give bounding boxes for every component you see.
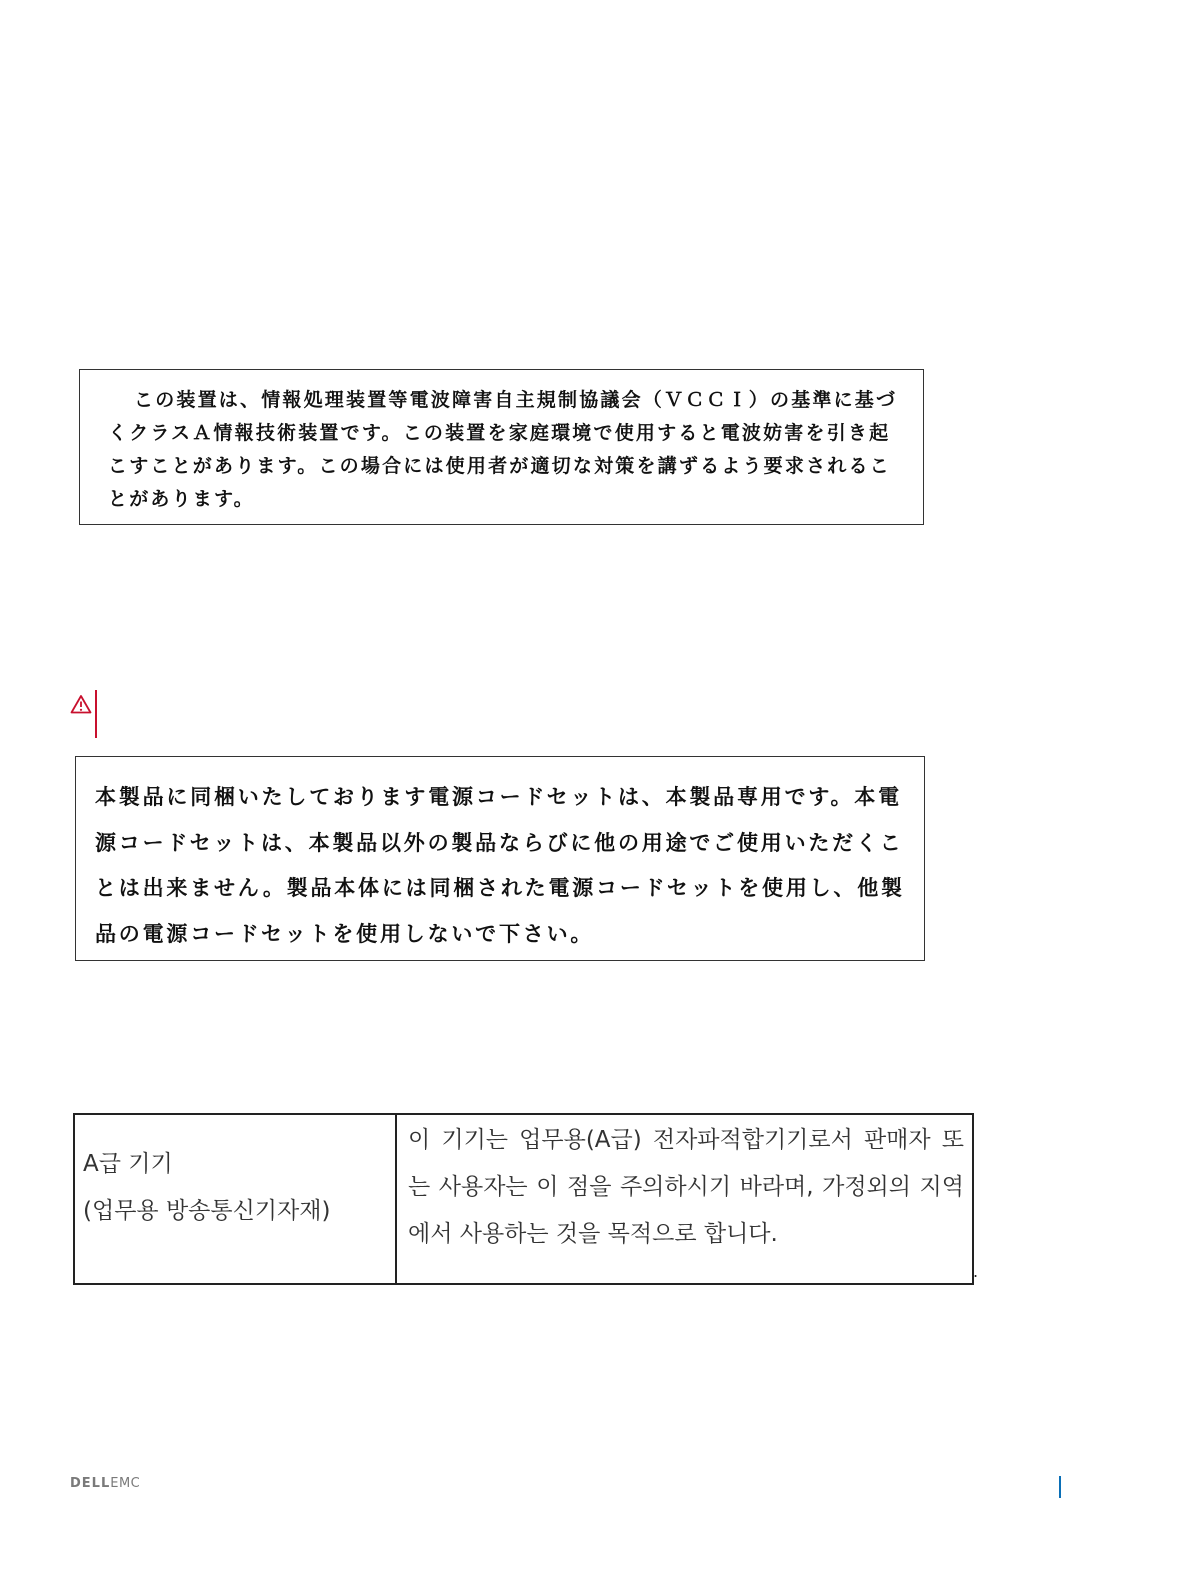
dell-emc-logo — [70, 1476, 140, 1491]
kcc-class-label: A급 기기 — [83, 1151, 173, 1177]
power-cord-notice-box — [75, 756, 925, 961]
kcc-description-text: 이 기기는 업무용(A급) 전자파적합기기로서 판매자 또는 사용자는 이 점을 주의하시기 바라며, 가정외의 지역에서 사용하는 것을 목적으로 합니다. — [408, 1127, 964, 1247]
caution-rule — [95, 690, 97, 738]
kcc-class-cell — [75, 1115, 397, 1283]
vcci-notice-box — [79, 369, 924, 525]
power-cord-notice-text: 本製品に同梱いたしております電源コードセットは、本製品専用です。本電源コードセットは、本製品以外の製品ならびに他の用途でご使用いただくことは出来ません。製品本体には同梱された電源コードセットを使用し、他製品の電源コードセットを使用しないで下さい。 — [95, 785, 905, 946]
kcc-description-cell — [397, 1115, 972, 1283]
kcc-trailing-mark: . — [973, 1262, 979, 1281]
logo-emc: EMC — [110, 1476, 141, 1491]
warning-triangle-icon — [70, 694, 92, 714]
kcc-notice-table — [73, 1113, 974, 1285]
kcc-equipment-type: (업무용 방송통신기자재) — [83, 1198, 331, 1224]
page-number-rule — [1059, 1476, 1061, 1498]
logo-dell: DELL — [70, 1476, 111, 1491]
vcci-notice-text: この装置は、情報処理装置等電波障害自主規制協議会（ＶＣＣＩ）の基準に基づくクラスＡ情報技術装置です。この装置を家庭環境で使用すると電波妨害を引き起こすことがあります。この場合には使用者が適切な対策を講ずるよう要求されることがあります。 — [108, 389, 898, 510]
